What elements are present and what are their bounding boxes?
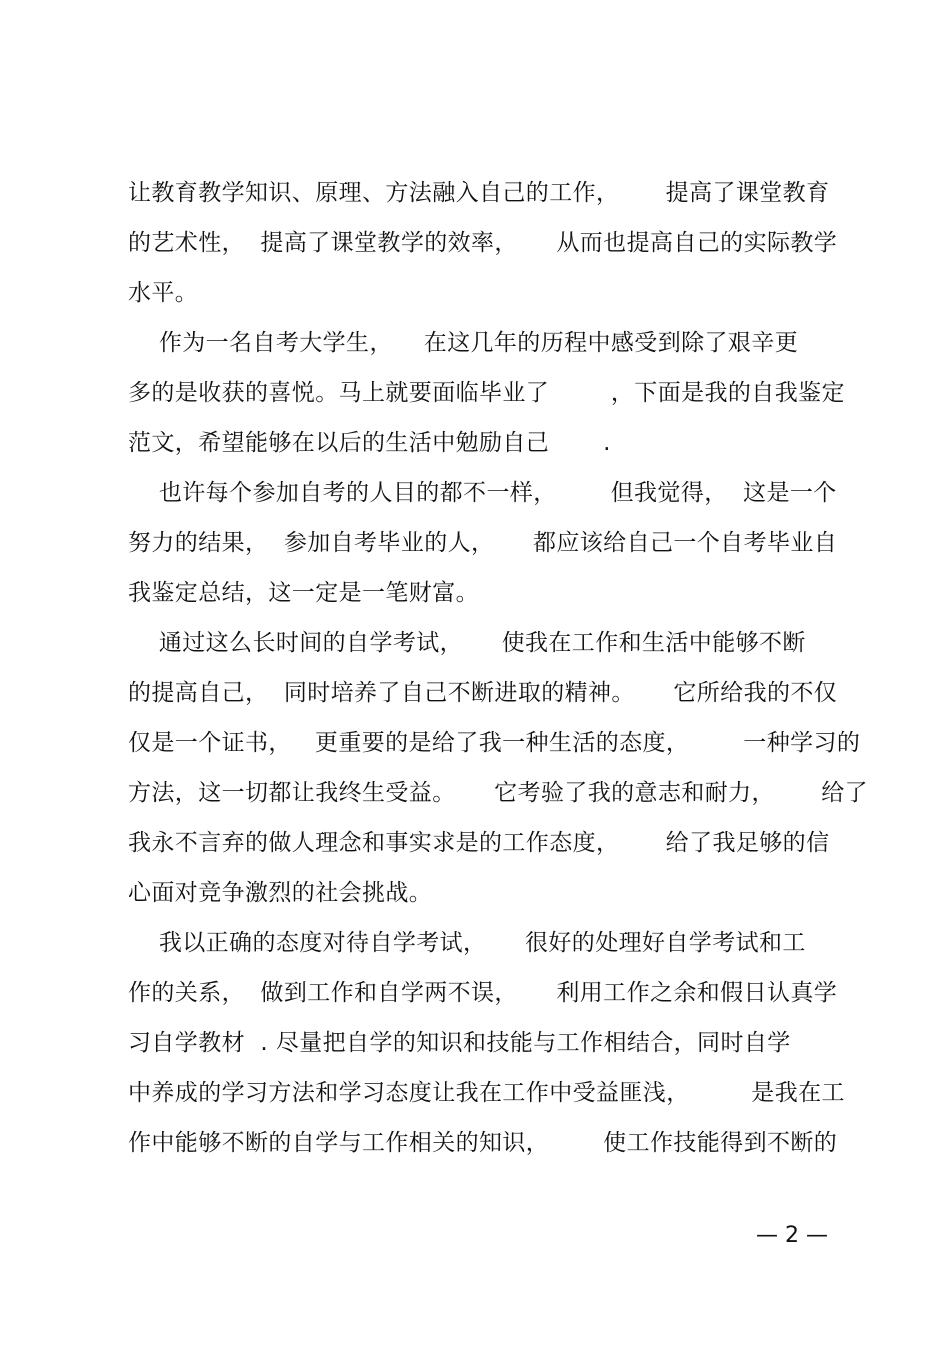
text-line: 的艺术性， 提高了课堂教学的效率， 从而也提高自己的实际教学 [128, 230, 838, 256]
page-number: — 2 — [756, 1223, 828, 1248]
text-line: 我永不言弃的做人理念和事实求是的工作态度， 给了我足够的信 [128, 830, 830, 856]
text-line: 作中能够不断的自学与工作相关的知识， 使工作技能得到不断的 [128, 1130, 838, 1156]
text-line: 习自学教材 . 尽量把自学的知识和技能与工作相结合，同时自学 [128, 1030, 791, 1056]
text-line: 范文，希望能够在以后的生活中勉励自己 . [128, 430, 611, 456]
text-line: 中养成的学习方法和学习态度让我在工作中受益匪浅， 是我在工 [128, 1080, 845, 1106]
text-line: 心面对竞争激烈的社会挑战。 [128, 880, 433, 906]
text-line: 让教育教学知识、原理、方法融入自己的工作， 提高了课堂教育 [128, 180, 830, 206]
text-line: 通过这么长时间的自学考试， 使我在工作和生活中能够不断 [128, 630, 806, 656]
text-line: 水平。 [128, 280, 199, 306]
text-line: 作为一名自考大学生， 在这几年的历程中感受到除了艰辛更 [128, 330, 799, 356]
text-line: 仅是一个证书， 更重要的是给了我一种生活的态度， 一种学习的 [128, 730, 861, 756]
text-line: 的提高自己， 同时培养了自己不断进取的精神。 它所给我的不仅 [128, 680, 838, 706]
text-line: 多的是收获的喜悦。马上就要面临毕业了 ，下面是我的自我鉴定 [128, 380, 845, 406]
text-line: 方法，这一切都让我终生受益。 它考验了我的意志和耐力， 给了 [128, 780, 869, 806]
text-line: 作的关系， 做到工作和自学两不误， 利用工作之余和假日认真学 [128, 980, 838, 1006]
text-line: 我以正确的态度对待自学考试， 很好的处理好自学考试和工 [128, 930, 806, 956]
text-line: 也许每个参加自考的人目的都不一样， 但我觉得， 这是一个 [128, 480, 837, 506]
text-line: 努力的结果， 参加自考毕业的人， 都应该给自己一个自考毕业自 [128, 530, 838, 556]
text-line: 我鉴定总结，这一定是一笔财富。 [128, 580, 479, 606]
